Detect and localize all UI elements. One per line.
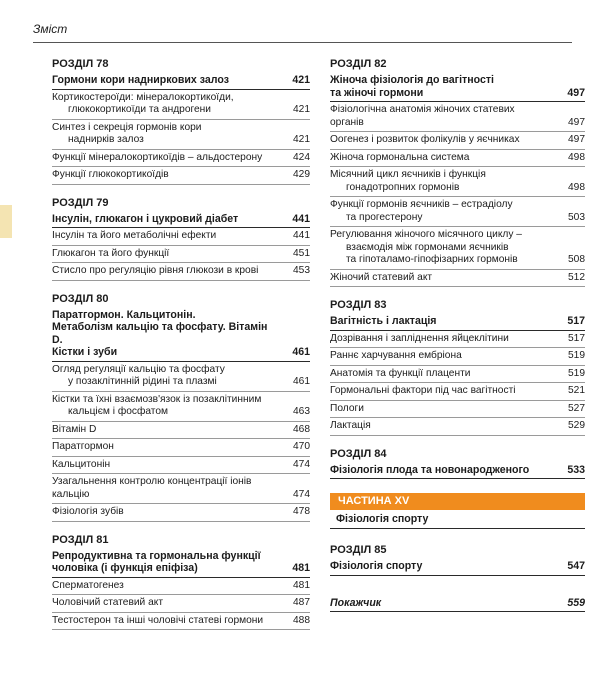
toc-entry[interactable] [330, 331, 585, 349]
toc-entry[interactable] [330, 366, 585, 384]
entry-page-number: 453 [293, 265, 310, 276]
entry-title: Огляд регуляції кальцію та фосфату у позаклітинній рідині та плазмі [52, 363, 225, 387]
chapter-label: РОЗДІЛ 83 [330, 299, 387, 311]
entry-title: Узагальнення контролю концентрації іонів кальцію [52, 476, 252, 500]
entry-page-number: 547 [567, 560, 585, 572]
entry-title: Регулювання жіночого місячного циклу – взаємодія між гормонами яєчників та гіпоталамо-гіпофізарних гормонів [330, 229, 522, 265]
entry-page-number: 517 [568, 332, 585, 344]
entry-page-number: 521 [568, 385, 585, 396]
page-edge-tab [0, 205, 12, 238]
entry-title: Функції мінералокортикоїдів – альдостерону [52, 151, 263, 163]
chapter-label: РОЗДІЛ 81 [52, 533, 109, 546]
toc-entry[interactable] [52, 504, 310, 522]
toc-entry[interactable] [330, 401, 585, 419]
index-page-number: 559 [567, 596, 585, 609]
entry-title: Чоловічий статевий акт [52, 597, 163, 608]
entry-page-number: 533 [567, 463, 585, 476]
toc-entry[interactable] [330, 348, 585, 366]
page-header: Зміст [33, 22, 68, 36]
entry-title: Тестостерон та інші чоловічі статеві гормони [52, 614, 264, 626]
entry-page-number: 529 [568, 420, 585, 431]
part-xv-label: ЧАСТИНА XV [330, 493, 585, 510]
entry-page-number: 497 [568, 116, 585, 128]
toc-entry[interactable] [330, 102, 585, 132]
chapter-label: РОЗДІЛ 78 [52, 58, 109, 70]
chapter-label: РОЗДІЛ 79 [52, 196, 109, 209]
entry-page-number: 497 [568, 134, 585, 145]
entry-title: Кістки та їхні взаємозв'язок із позаклітинним кальцієм і фосфатом [52, 393, 262, 417]
entry-title: Синтез і секреція гормонів кори наднирків залоз [52, 121, 202, 145]
entry-page-number: 519 [568, 350, 585, 361]
toc-entry[interactable] [52, 613, 310, 631]
entry-page-number: 468 [293, 423, 310, 435]
toc-entry[interactable] [52, 595, 310, 613]
chapter-title-entry[interactable] [330, 73, 585, 102]
entry-page-number: 498 [568, 181, 585, 193]
entry-page-number: 481 [293, 579, 310, 591]
entry-title: Жіноча фізіологія до вагітності та жіночі гормони [330, 74, 494, 99]
entry-page-number: 421 [293, 134, 310, 145]
index-block [330, 596, 585, 613]
entry-page-number: 421 [292, 74, 310, 86]
entry-title: Глюкагон та його функції [52, 247, 170, 259]
chapter-title-entry[interactable] [330, 559, 585, 576]
toc-entry[interactable] [52, 422, 310, 440]
entry-page-number: 487 [293, 597, 310, 608]
entry-title: Паратгормон [52, 441, 114, 452]
entry-title: Анатомія та функції плаценти [330, 367, 471, 379]
chapter-title-entry[interactable] [52, 549, 310, 578]
toc-chapter [330, 447, 585, 480]
chapter-title-entry[interactable] [52, 212, 310, 229]
entry-title: Гормони кори надниркових залоз [52, 74, 229, 86]
chapter-title-entry[interactable] [52, 73, 310, 90]
entry-page-number: 451 [293, 247, 310, 259]
entry-page-number: 441 [293, 230, 310, 241]
toc-entry[interactable] [330, 150, 585, 168]
toc-entry[interactable] [330, 132, 585, 150]
entry-title: Паратгормон. Кальцитонін. Метаболізм кальцію та фосфату. Вітамін D. Кістки і зуби [52, 308, 268, 358]
part-xv-block [330, 493, 585, 529]
entry-title: Сперматогенез [52, 579, 124, 591]
entry-page-number: 497 [567, 86, 585, 99]
toc-entry[interactable] [52, 362, 310, 392]
entry-title: Жіночий статевий акт [330, 271, 433, 283]
entry-page-number: 461 [292, 346, 310, 358]
entry-title: Місячний цикл яєчників і функція гонадотропних гормонів [330, 169, 486, 193]
toc-chapter [330, 57, 585, 287]
index-entry[interactable] [330, 596, 585, 613]
toc-chapter [330, 298, 585, 436]
entry-page-number: 512 [568, 271, 585, 283]
entry-title: Інсулін та його метаболічні ефекти [52, 230, 217, 241]
entry-title: Фізіологічна анатомія жіночих статевих органів [330, 104, 515, 128]
entry-title: Стисло про регуляцію рівня глюкози в крові [52, 265, 259, 276]
toc-entry[interactable] [52, 578, 310, 596]
toc-entry[interactable] [330, 197, 585, 227]
entry-page-number: 517 [567, 315, 585, 327]
entry-title: Кальцитонін [52, 458, 111, 470]
entry-title: Раннє харчування ембріона [330, 350, 462, 361]
entry-title: Репродуктивна та гормональна функції чоловіка (і функція епіфіза) [52, 549, 261, 574]
entry-page-number: 463 [293, 406, 310, 417]
entry-title: Кортикостероїди: мінералокортикоїди, глюкокортикоїди та андрогени [52, 91, 234, 115]
entry-page-number: 503 [568, 211, 585, 223]
entry-page-number: 474 [293, 488, 310, 500]
toc-chapter [52, 57, 310, 185]
chapter-title-entry[interactable] [330, 314, 585, 331]
chapter-title-entry[interactable] [52, 308, 310, 362]
entry-page-number: 461 [293, 376, 310, 387]
entry-page-number: 488 [293, 614, 310, 626]
chapter-title-entry[interactable] [330, 463, 585, 480]
toc-entry[interactable] [330, 270, 585, 288]
toc-entry[interactable] [52, 228, 310, 246]
entry-page-number: 498 [568, 151, 585, 163]
entry-title: Функції глюкокортикоїдів [52, 169, 169, 180]
chapter-label: РОЗДІЛ 84 [330, 447, 387, 460]
entry-page-number: 429 [293, 169, 310, 180]
toc-entry[interactable] [52, 392, 310, 422]
entry-page-number: 527 [568, 402, 585, 414]
entry-page-number: 470 [293, 441, 310, 452]
toc-entry[interactable] [52, 90, 310, 120]
entry-page-number: 519 [568, 367, 585, 379]
part-xv-title[interactable]: Фізіологія спорту [330, 510, 585, 529]
entry-title: Вагітність і лактація [330, 315, 437, 327]
entry-page-number: 481 [292, 562, 310, 574]
entry-page-number: 424 [293, 151, 310, 163]
toc-entry[interactable] [330, 383, 585, 401]
toc-entry[interactable] [52, 120, 310, 150]
toc-chapter [52, 292, 310, 522]
toc-entry[interactable] [330, 167, 585, 197]
entry-title: Фізіологія зубів [52, 506, 124, 517]
toc-right-column [330, 57, 585, 612]
entry-title: Дозрівання і запліднення яйцеклітини [330, 332, 509, 344]
entry-title: Лактація [330, 420, 371, 431]
entry-title: Фізіологія плода та новонародженого [330, 463, 530, 476]
entry-page-number: 478 [293, 506, 310, 517]
toc-entry[interactable] [52, 150, 310, 168]
toc-entry[interactable] [52, 439, 310, 457]
entry-title: Фізіологія спорту [330, 560, 423, 572]
chapter-label: РОЗДІЛ 80 [52, 292, 109, 305]
chapter-label: РОЗДІЛ 85 [330, 544, 387, 556]
toc-chapter-85 [330, 543, 585, 576]
toc-entry[interactable] [52, 167, 310, 185]
toc-entry[interactable] [52, 263, 310, 281]
toc-chapter [52, 196, 310, 281]
chapter-label: РОЗДІЛ 82 [330, 58, 387, 70]
toc-left-column [52, 57, 310, 630]
header-divider [33, 42, 572, 43]
toc-entry[interactable] [52, 474, 310, 504]
toc-entry[interactable] [330, 227, 585, 270]
entry-page-number: 508 [568, 254, 585, 265]
toc-entry[interactable] [52, 246, 310, 264]
entry-title: Гормональні фактори під час вагітності [330, 385, 516, 396]
entry-page-number: 441 [292, 212, 310, 225]
entry-title: Пологи [330, 402, 364, 414]
entry-title: Вітамін D [52, 423, 97, 435]
entry-title: Жіноча гормональна система [330, 151, 470, 163]
entry-title: Інсулін, глюкагон і цукровий діабет [52, 212, 239, 225]
entry-page-number: 421 [293, 104, 310, 115]
entry-title: Функції гормонів яєчників – естрадіолу та прогестерону [330, 199, 513, 223]
index-label: Покажчик [330, 596, 382, 609]
entry-page-number: 474 [293, 458, 310, 470]
toc-chapter [52, 533, 310, 631]
toc-entry[interactable] [330, 418, 585, 436]
toc-entry[interactable] [52, 457, 310, 475]
entry-title: Оогенез і розвиток фолікулів у яєчниках [330, 134, 520, 145]
